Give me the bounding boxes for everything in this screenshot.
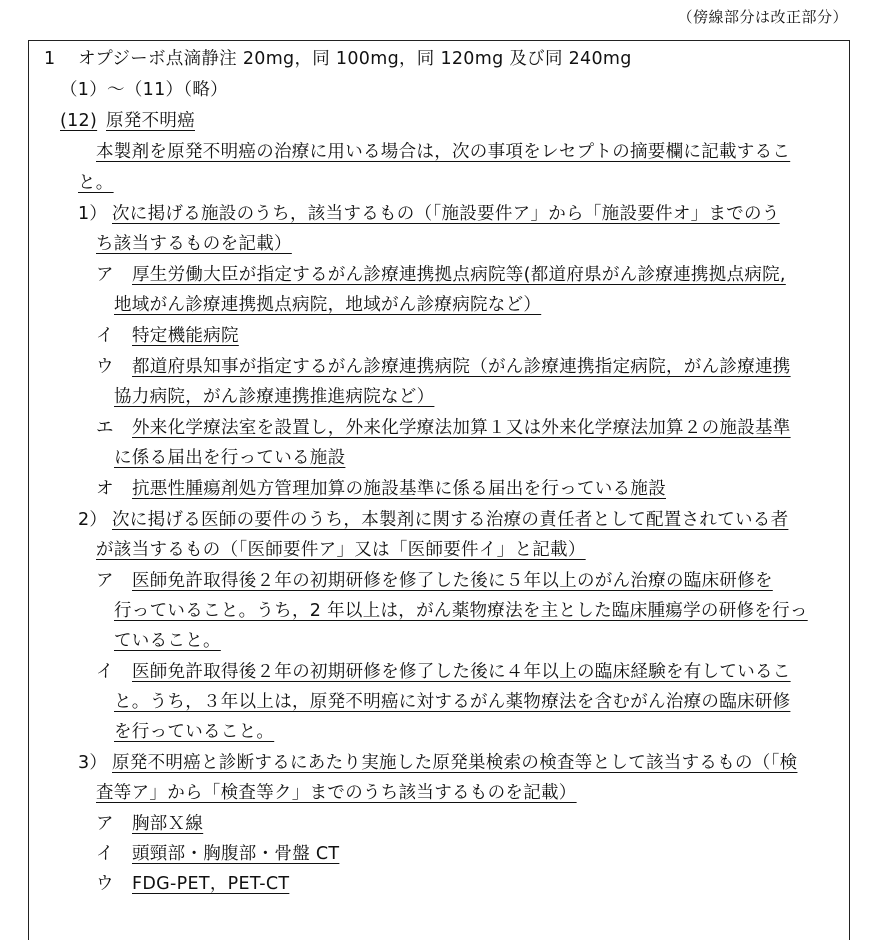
physician-a-line-2: 行っていること。うち，2 年以上は，がん薬物療法を主とした臨床腫瘍学の研修を行っ bbox=[114, 601, 808, 621]
facility-a-text: 厚生労働大臣が指定するがん診療連携拠点病院等(都道府県がん診療連携拠点病院, bbox=[132, 265, 786, 285]
facility-i bbox=[96, 325, 239, 347]
facility-e-label: エ bbox=[96, 418, 114, 438]
section-1-line-2: ち該当するものを記載） bbox=[96, 234, 292, 254]
exam-i bbox=[96, 843, 339, 865]
section-2-text: 次に掲げる医師の要件のうち，本製剤に関する治療の責任者として配置されている者 bbox=[112, 510, 789, 530]
omitted-items: （1）～（11）（略） bbox=[60, 80, 228, 100]
exam-i-label: イ bbox=[96, 844, 114, 864]
facility-e-line-2: に係る届出を行っている施設 bbox=[114, 448, 346, 468]
instruction-line-1: 本製剤を原発不明癌の治療に用いる場合は，次の事項をレセプトの摘要欄に記載するこ bbox=[96, 142, 791, 162]
section-2-line-2: が該当するもの（「医師要件ア」又は「医師要件イ」と記載） bbox=[96, 540, 586, 560]
facility-e-line-1 bbox=[96, 417, 840, 439]
section-1-label: 1） bbox=[78, 204, 108, 224]
exam-u-label: ウ bbox=[96, 874, 114, 894]
facility-o bbox=[96, 478, 666, 500]
physician-i-line-2: と。うち，３年以上は，原発不明癌に対するがん薬物療法を含むがん治療の臨床研修 bbox=[114, 692, 791, 712]
exam-u bbox=[96, 873, 289, 895]
item-12 bbox=[60, 110, 195, 132]
section-3-text: 原発不明癌と診断するにあたり実施した原発巣検索の検査等として該当するもの（「検 bbox=[112, 753, 798, 773]
physician-a-label: ア bbox=[96, 571, 114, 591]
section-1-line-1 bbox=[78, 203, 840, 225]
heading-number: 1 bbox=[44, 49, 56, 69]
heading-text: オプジーボ点滴静注 20mg，同 100mg，同 120mg 及び同 240mg bbox=[78, 49, 632, 69]
facility-u-text: 都道府県知事が指定するがん診療連携病院（がん診療連携指定病院，がん診療連携 bbox=[132, 357, 791, 377]
exam-u-text: FDG-PET，PET-CT bbox=[132, 874, 290, 894]
facility-u-line-2: 協力病院，がん診療連携推進病院など） bbox=[114, 387, 435, 407]
section-2-line-1 bbox=[78, 509, 840, 531]
physician-i-text: 医師免許取得後２年の初期研修を修了した後に４年以上の臨床経験を有しているこ bbox=[132, 662, 791, 682]
physician-i-line-1 bbox=[96, 661, 840, 683]
exam-a-text: 胸部Ｘ線 bbox=[132, 814, 204, 834]
section-3-line-1 bbox=[78, 752, 840, 774]
exam-i-text: 頭頸部・胸腹部・骨盤 CT bbox=[132, 844, 340, 864]
facility-o-label: オ bbox=[96, 479, 114, 499]
physician-i-label: イ bbox=[96, 662, 114, 682]
facility-a-label: ア bbox=[96, 265, 114, 285]
section-3-label: 3） bbox=[78, 753, 108, 773]
facility-i-text: 特定機能病院 bbox=[132, 326, 239, 346]
item-12-label: (12) bbox=[60, 111, 98, 131]
exam-a bbox=[96, 813, 203, 835]
revision-note: （傍線部分は改正部分） bbox=[677, 8, 848, 26]
facility-a-line-1 bbox=[96, 264, 840, 286]
section-3-line-2: 査等ア」から「検査等ク」までのうち該当するものを記載） bbox=[96, 783, 577, 803]
item-12-title: 原発不明癌 bbox=[106, 111, 195, 131]
section-1-text: 次に掲げる施設のうち，該当するもの（「施設要件ア」から「施設要件オ」までのう bbox=[112, 204, 780, 224]
physician-a-text: 医師免許取得後２年の初期研修を修了した後に５年以上のがん治療の臨床研修を bbox=[132, 571, 773, 591]
facility-a-line-2: 地域がん診療連携拠点病院，地域がん診療病院など） bbox=[114, 295, 542, 315]
drug-heading bbox=[44, 48, 644, 70]
instruction-line-2: と。 bbox=[78, 173, 114, 193]
exam-a-label: ア bbox=[96, 814, 114, 834]
physician-i-line-3: を行っていること。 bbox=[114, 722, 275, 742]
facility-u-line-1 bbox=[96, 356, 840, 378]
physician-a-line-3: ていること。 bbox=[114, 631, 221, 651]
physician-a-line-1 bbox=[96, 570, 840, 592]
section-2-label: 2） bbox=[78, 510, 108, 530]
facility-u-label: ウ bbox=[96, 357, 114, 377]
facility-i-label: イ bbox=[96, 326, 114, 346]
facility-e-text: 外来化学療法室を設置し，外来化学療法加算１又は外来化学療法加算２の施設基準 bbox=[132, 418, 791, 438]
facility-o-text: 抗悪性腫瘍剤処方管理加算の施設基準に係る届出を行っている施設 bbox=[132, 479, 666, 499]
